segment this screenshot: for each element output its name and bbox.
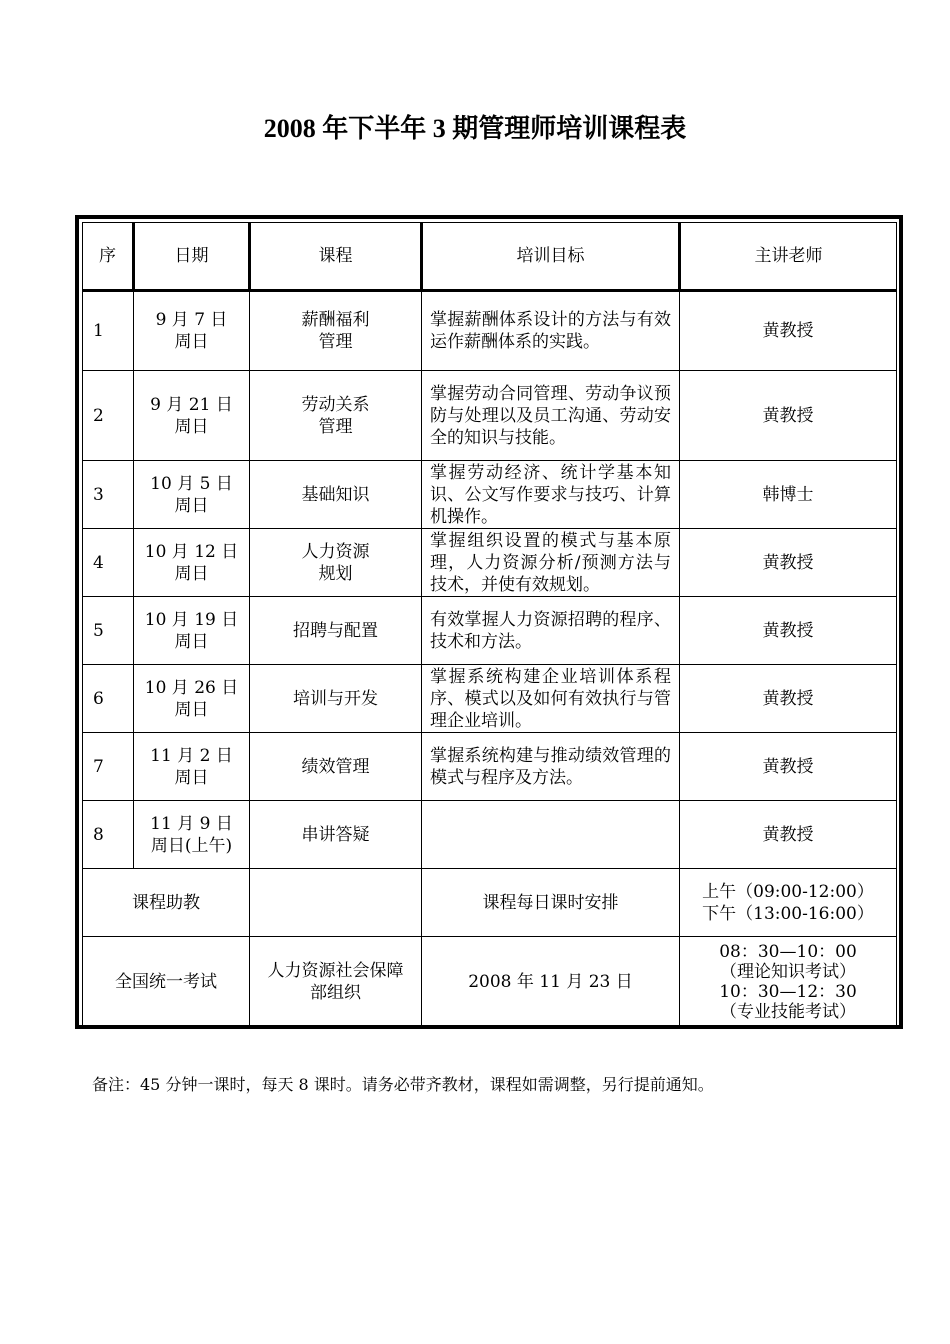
row-course-line: 基础知识 bbox=[301, 484, 370, 505]
row-teacher: 黄教授 bbox=[680, 801, 897, 869]
exam-time-line: 08：30—10：00 bbox=[719, 941, 857, 962]
row-date: 10 月 26 日 bbox=[144, 677, 239, 698]
exam-organizer-line: 部组织 bbox=[310, 982, 361, 1003]
row-date: 10 月 12 日 bbox=[144, 541, 239, 562]
row-goal: 掌握薪酬体系设计的方法与有效运作薪酬体系的实践。 bbox=[422, 291, 680, 371]
row-weekday: 周日 bbox=[174, 767, 209, 788]
row-goal bbox=[422, 801, 680, 869]
row-date-cell bbox=[134, 597, 250, 665]
row-weekday: 周日 bbox=[174, 563, 209, 584]
row-number: 5 bbox=[83, 597, 134, 665]
row-date-cell bbox=[134, 733, 250, 801]
table-row bbox=[83, 733, 897, 801]
row-number: 4 bbox=[83, 529, 134, 597]
row-course-line: 薪酬福利 bbox=[301, 310, 370, 330]
exam-time-line: （理论知识考试） bbox=[720, 961, 856, 982]
row-course-cell bbox=[250, 529, 422, 597]
row-goal: 掌握系统构建企业培训体系程序、模式以及如何有效执行与管理企业培训。 bbox=[422, 665, 680, 733]
row-course-line: 人力资源 bbox=[301, 541, 370, 562]
row-goal: 掌握劳动经济、统计学基本知识、公文写作要求与技巧、计算机操作。 bbox=[422, 461, 680, 529]
row-goal: 掌握劳动合同管理、劳动争议预防与处理以及员工沟通、劳动安全的知识与技能。 bbox=[422, 371, 680, 461]
row-teacher: 黄教授 bbox=[680, 291, 897, 371]
page-title: 2008 年下半年 3 期管理师培训课程表 bbox=[263, 114, 687, 143]
assistant-label: 课程助教 bbox=[83, 869, 250, 937]
assistant-value bbox=[250, 869, 422, 937]
row-teacher: 黄教授 bbox=[680, 733, 897, 801]
row-goal: 有效掌握人力资源招聘的程序、技术和方法。 bbox=[422, 597, 680, 665]
header-cell-goal: 培训目标 bbox=[422, 223, 680, 291]
row-date: 10 月 5 日 bbox=[150, 473, 233, 494]
row-teacher: 黄教授 bbox=[680, 371, 897, 461]
exam-row bbox=[83, 937, 897, 1027]
row-date: 11 月 9 日 bbox=[150, 813, 233, 834]
row-course-cell bbox=[250, 733, 422, 801]
table-row bbox=[83, 529, 897, 597]
row-date-cell bbox=[134, 371, 250, 461]
row-number: 6 bbox=[83, 665, 134, 733]
header-cell-teacher: 主讲老师 bbox=[680, 223, 897, 291]
row-date-cell bbox=[134, 291, 250, 371]
row-date-cell bbox=[134, 801, 250, 869]
row-date: 9 月 7 日 bbox=[155, 310, 228, 330]
row-course-cell bbox=[250, 597, 422, 665]
exam-time-line: （专业技能考试） bbox=[720, 1001, 856, 1022]
row-date-cell bbox=[134, 529, 250, 597]
row-number: 7 bbox=[83, 733, 134, 801]
row-weekday: 周日 bbox=[174, 631, 209, 652]
exam-time-line: 10：30—12：30 bbox=[719, 981, 857, 1002]
table-header-row bbox=[83, 223, 897, 291]
table-row bbox=[83, 461, 897, 529]
schedule-table-frame bbox=[75, 215, 903, 1029]
row-teacher: 韩博士 bbox=[680, 461, 897, 529]
row-course-line: 管理 bbox=[318, 332, 353, 352]
header-cell-course: 课程 bbox=[250, 223, 422, 291]
exam-date: 2008 年 11 月 23 日 bbox=[422, 937, 680, 1027]
footnote: 备注：45 分钟一课时，每天 8 课时。请务必带齐教材，课程如需调整，另行提前通知。 bbox=[92, 1075, 714, 1094]
row-goal: 掌握系统构建与推动绩效管理的模式与程序及方法。 bbox=[422, 733, 680, 801]
row-goal: 掌握组织设置的模式与基本原理，人力资源分析/预测方法与技术，并使有效规划。 bbox=[422, 529, 680, 597]
row-number: 8 bbox=[83, 801, 134, 869]
row-weekday: 周日 bbox=[174, 495, 209, 516]
header-cell-date: 日期 bbox=[134, 223, 250, 291]
row-date-cell bbox=[134, 461, 250, 529]
row-weekday: 周日 bbox=[174, 699, 209, 720]
table-row bbox=[83, 665, 897, 733]
row-course-line: 劳动关系 bbox=[301, 394, 370, 415]
row-date: 10 月 19 日 bbox=[144, 609, 239, 630]
table-row bbox=[83, 371, 897, 461]
schedule-time-line: 下午（13:00-16:00） bbox=[702, 903, 874, 924]
schedule-time-line: 上午（09:00-12:00） bbox=[702, 881, 874, 902]
row-course-cell bbox=[250, 291, 422, 371]
row-number: 3 bbox=[83, 461, 134, 529]
table-row bbox=[83, 597, 897, 665]
row-course-line: 培训与开发 bbox=[293, 688, 378, 709]
row-date-cell bbox=[134, 665, 250, 733]
row-course-line: 招聘与配置 bbox=[293, 620, 378, 641]
row-weekday: 周日 bbox=[174, 332, 209, 352]
row-course-cell bbox=[250, 801, 422, 869]
row-course-cell bbox=[250, 371, 422, 461]
header-cell-seq: 序 bbox=[83, 223, 134, 291]
row-course-cell bbox=[250, 665, 422, 733]
table-row bbox=[83, 801, 897, 869]
exam-label: 全国统一考试 bbox=[83, 937, 250, 1027]
row-teacher: 黄教授 bbox=[680, 665, 897, 733]
row-number: 1 bbox=[83, 291, 134, 371]
row-number: 2 bbox=[83, 371, 134, 461]
schedule-table bbox=[82, 222, 897, 1027]
row-course-line: 规划 bbox=[318, 563, 353, 584]
row-weekday: 周日 bbox=[174, 416, 209, 437]
exam-organizer bbox=[250, 937, 422, 1027]
exam-times bbox=[680, 937, 897, 1027]
exam-organizer-line: 人力资源社会保障 bbox=[267, 960, 404, 981]
row-teacher: 黄教授 bbox=[680, 529, 897, 597]
daily-schedule-times bbox=[680, 869, 897, 937]
row-teacher: 黄教授 bbox=[680, 597, 897, 665]
row-course-cell bbox=[250, 461, 422, 529]
row-course-line: 管理 bbox=[318, 416, 353, 437]
row-weekday: 周日(上午) bbox=[150, 835, 233, 856]
row-course-line: 绩效管理 bbox=[301, 756, 370, 777]
row-course-line: 串讲答疑 bbox=[301, 824, 370, 845]
row-date: 11 月 2 日 bbox=[150, 745, 233, 766]
row-date: 9 月 21 日 bbox=[150, 394, 233, 415]
assistant-row bbox=[83, 869, 897, 937]
table-row bbox=[83, 291, 897, 371]
daily-schedule-label: 课程每日课时安排 bbox=[422, 869, 680, 937]
